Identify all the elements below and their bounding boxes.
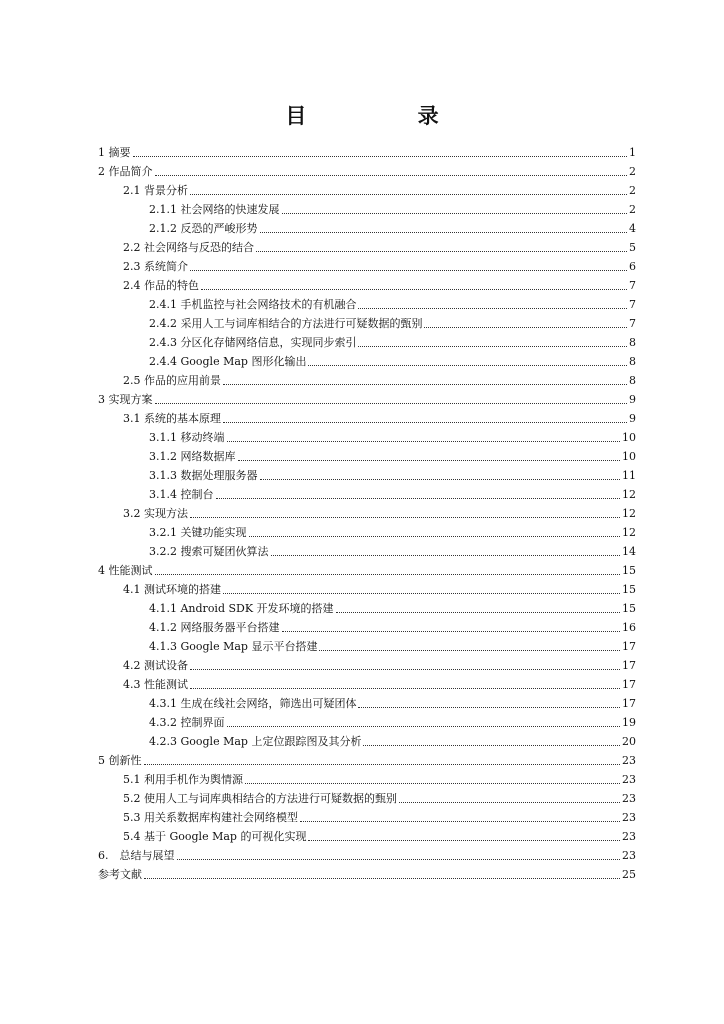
toc-entry-label: 3.1.3 数据处理服务器 xyxy=(149,469,258,482)
toc-entry[interactable] xyxy=(98,730,636,749)
toc-entry-label: 4.3.1 生成在线社会网络，筛选出可疑团体 xyxy=(149,697,357,710)
dot-leader xyxy=(282,631,621,632)
toc-entry-label: 2.1.2 反恐的严峻形势 xyxy=(149,222,258,235)
toc-entry[interactable] xyxy=(98,521,636,540)
dot-leader xyxy=(190,517,620,518)
toc-entry-label: 2.4.4 Google Map 图形化输出 xyxy=(149,355,307,368)
toc-entry-label: 3.1 系统的基本原理 xyxy=(123,412,221,425)
toc-entry-page: 7 xyxy=(629,298,636,311)
toc-entry-page: 10 xyxy=(622,450,636,463)
toc-entry-page: 12 xyxy=(622,488,636,501)
toc-entry-page: 5 xyxy=(629,241,636,254)
dot-leader xyxy=(260,232,628,233)
toc-entry[interactable] xyxy=(98,388,636,407)
dot-leader xyxy=(227,726,621,727)
toc-entry[interactable] xyxy=(98,654,636,673)
toc-entry[interactable] xyxy=(98,445,636,464)
dot-leader xyxy=(249,536,621,537)
toc-entry[interactable] xyxy=(98,331,636,350)
toc-entry[interactable] xyxy=(98,863,636,882)
toc-entry[interactable] xyxy=(98,844,636,863)
dot-leader xyxy=(223,384,627,385)
dot-leader xyxy=(155,175,628,176)
toc-entry[interactable] xyxy=(98,369,636,388)
toc-entry[interactable] xyxy=(98,825,636,844)
toc-entry-page: 23 xyxy=(622,811,636,824)
toc-entry-page: 23 xyxy=(622,849,636,862)
toc-entry[interactable] xyxy=(98,236,636,255)
toc-entry-label: 4.1 测试环境的搭建 xyxy=(123,583,221,596)
toc-entry-label: 5.2 使用人工与词库典相结合的方法进行可疑数据的甄别 xyxy=(123,792,397,805)
toc-entry-page: 2 xyxy=(629,203,636,216)
toc-entry-page: 4 xyxy=(629,222,636,235)
toc-entry[interactable] xyxy=(98,160,636,179)
toc-entry-page: 23 xyxy=(622,754,636,767)
toc-entry-label: 4.1.1 Android SDK 开发环境的搭建 xyxy=(149,602,334,615)
toc-entry-page: 8 xyxy=(629,374,636,387)
table-of-contents xyxy=(98,141,636,882)
toc-entry-label: 2.1.1 社会网络的快速发展 xyxy=(149,203,280,216)
toc-entry-label: 5 创新性 xyxy=(98,754,142,767)
toc-entry[interactable] xyxy=(98,350,636,369)
dot-leader xyxy=(358,346,627,347)
toc-entry-label: 2.1 背景分析 xyxy=(123,184,188,197)
toc-entry-page: 9 xyxy=(629,393,636,406)
toc-entry[interactable] xyxy=(98,426,636,445)
dot-leader xyxy=(308,840,620,841)
toc-entry-label: 5.1 利用手机作为舆情源 xyxy=(123,773,243,786)
toc-entry-label: 4.3 性能测试 xyxy=(123,678,188,691)
dot-leader xyxy=(245,783,620,784)
dot-leader xyxy=(336,612,620,613)
toc-entry-label: 2 作品简介 xyxy=(98,165,153,178)
dot-leader xyxy=(271,555,621,556)
dot-leader xyxy=(399,802,620,803)
toc-entry-label: 2.4 作品的特色 xyxy=(123,279,199,292)
dot-leader xyxy=(201,289,627,290)
toc-entry-page: 23 xyxy=(622,773,636,786)
toc-entry[interactable] xyxy=(98,711,636,730)
toc-entry-label: 3.1.1 移动终端 xyxy=(149,431,225,444)
dot-leader xyxy=(363,745,620,746)
toc-entry-page: 23 xyxy=(622,792,636,805)
toc-entry-page: 19 xyxy=(622,716,636,729)
toc-entry-label: 5.4 基于 Google Map 的可视化实现 xyxy=(123,830,307,843)
toc-entry-page: 12 xyxy=(622,526,636,539)
toc-entry-label: 3 实现方案 xyxy=(98,393,153,406)
toc-entry[interactable] xyxy=(98,312,636,331)
toc-entry-page: 7 xyxy=(629,317,636,330)
dot-leader xyxy=(155,403,628,404)
toc-entry-page: 10 xyxy=(622,431,636,444)
dot-leader xyxy=(190,669,620,670)
toc-entry[interactable] xyxy=(98,179,636,198)
toc-entry-label: 参考文献 xyxy=(98,868,142,881)
toc-entry-page: 16 xyxy=(622,621,636,634)
dot-leader xyxy=(319,650,620,651)
toc-entry-label: 4.2.3 Google Map 上定位跟踪图及其分析 xyxy=(149,735,362,748)
toc-entry-label: 2.2 社会网络与反恐的结合 xyxy=(123,241,254,254)
toc-entry-page: 23 xyxy=(622,830,636,843)
toc-entry-label: 1 摘要 xyxy=(98,146,131,159)
toc-entry-label: 3.2 实现方法 xyxy=(123,507,188,520)
dot-leader xyxy=(155,574,621,575)
toc-entry-page: 8 xyxy=(629,355,636,368)
dot-leader xyxy=(133,156,628,157)
toc-entry-page: 7 xyxy=(629,279,636,292)
dot-leader xyxy=(260,479,621,480)
dot-leader xyxy=(190,270,627,271)
toc-entry[interactable] xyxy=(98,692,636,711)
dot-leader xyxy=(300,821,620,822)
toc-entry-label: 3.2.1 关键功能实现 xyxy=(149,526,247,539)
toc-entry[interactable] xyxy=(98,274,636,293)
dot-leader xyxy=(238,460,621,461)
dot-leader xyxy=(190,194,627,195)
toc-entry-page: 2 xyxy=(629,165,636,178)
dot-leader xyxy=(177,859,621,860)
toc-entry-page: 17 xyxy=(622,678,636,691)
toc-entry-page: 15 xyxy=(622,602,636,615)
toc-entry-page: 20 xyxy=(622,735,636,748)
dot-leader xyxy=(190,688,620,689)
toc-entry[interactable] xyxy=(98,217,636,236)
toc-entry-label: 3.1.4 控制台 xyxy=(149,488,214,501)
dot-leader xyxy=(282,213,628,214)
toc-entry[interactable] xyxy=(98,293,636,312)
toc-entry-label: 4.2 测试设备 xyxy=(123,659,188,672)
toc-entry-label: 2.4.3 分区化存储网络信息，实现同步索引 xyxy=(149,336,357,349)
toc-entry-label: 5.3 用关系数据库构建社会网络模型 xyxy=(123,811,298,824)
toc-entry[interactable] xyxy=(98,578,636,597)
dot-leader xyxy=(358,707,620,708)
dot-leader xyxy=(144,878,620,879)
toc-entry[interactable] xyxy=(98,407,636,426)
dot-leader xyxy=(358,308,627,309)
toc-entry-label: 2.4.1 手机监控与社会网络技术的有机融合 xyxy=(149,298,357,311)
page-title: 目 录 xyxy=(285,104,491,128)
toc-entry[interactable] xyxy=(98,749,636,768)
toc-entry[interactable] xyxy=(98,540,636,559)
dot-leader xyxy=(424,327,627,328)
toc-entry-label: 6. 总结与展望 xyxy=(98,849,175,862)
toc-entry[interactable] xyxy=(98,806,636,825)
toc-entry-label: 4.1.3 Google Map 显示平台搭建 xyxy=(149,640,318,653)
toc-entry[interactable] xyxy=(98,768,636,787)
toc-entry[interactable] xyxy=(98,597,636,616)
toc-entry-page: 9 xyxy=(629,412,636,425)
dot-leader xyxy=(223,422,627,423)
toc-entry-page: 17 xyxy=(622,659,636,672)
toc-entry-label: 3.1.2 网络数据库 xyxy=(149,450,236,463)
dot-leader xyxy=(223,593,620,594)
dot-leader xyxy=(144,764,621,765)
toc-entry-page: 25 xyxy=(622,868,636,881)
toc-entry-page: 17 xyxy=(622,697,636,710)
toc-entry[interactable] xyxy=(98,502,636,521)
toc-entry[interactable] xyxy=(98,559,636,578)
dot-leader xyxy=(227,441,621,442)
toc-entry[interactable] xyxy=(98,673,636,692)
toc-entry-page: 11 xyxy=(622,469,636,482)
dot-leader xyxy=(308,365,627,366)
toc-entry[interactable] xyxy=(98,787,636,806)
toc-entry-label: 2.4.2 采用人工与词库相结合的方法进行可疑数据的甄别 xyxy=(149,317,423,330)
toc-entry-page: 6 xyxy=(629,260,636,273)
toc-entry[interactable] xyxy=(98,635,636,654)
toc-entry[interactable] xyxy=(98,141,636,160)
toc-entry-page: 15 xyxy=(622,564,636,577)
toc-entry-label: 2.5 作品的应用前景 xyxy=(123,374,221,387)
toc-entry[interactable] xyxy=(98,483,636,502)
toc-entry-page: 14 xyxy=(622,545,636,558)
toc-entry[interactable] xyxy=(98,464,636,483)
toc-entry-page: 15 xyxy=(622,583,636,596)
toc-entry-page: 2 xyxy=(629,184,636,197)
toc-entry-label: 4.1.2 网络服务器平台搭建 xyxy=(149,621,280,634)
toc-entry-page: 12 xyxy=(622,507,636,520)
toc-entry[interactable] xyxy=(98,198,636,217)
dot-leader xyxy=(256,251,627,252)
toc-entry-label: 4 性能测试 xyxy=(98,564,153,577)
toc-entry-label: 4.3.2 控制界面 xyxy=(149,716,225,729)
toc-entry-page: 17 xyxy=(622,640,636,653)
toc-entry-page: 1 xyxy=(629,146,636,159)
toc-entry-label: 2.3 系统简介 xyxy=(123,260,188,273)
dot-leader xyxy=(216,498,621,499)
toc-entry[interactable] xyxy=(98,255,636,274)
toc-entry-page: 8 xyxy=(629,336,636,349)
toc-entry-label: 3.2.2 搜索可疑团伙算法 xyxy=(149,545,269,558)
toc-entry[interactable] xyxy=(98,616,636,635)
